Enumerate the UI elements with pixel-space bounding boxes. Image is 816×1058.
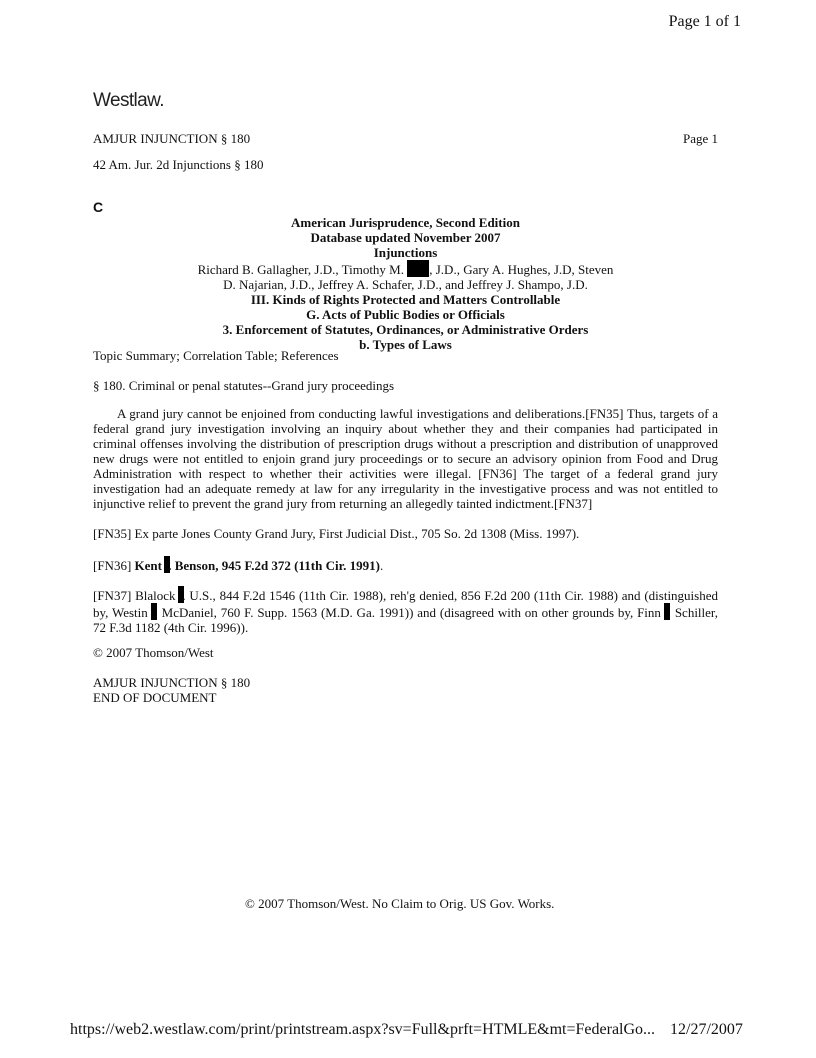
westlaw-logo: Westlaw. [93,90,164,111]
page-counter: Page 1 of 1 [668,13,741,30]
copyright-notice: © 2007 Thomson/West [93,645,214,660]
heading-authors [93,260,718,277]
footer-copyright: © 2007 Thomson/West. No Claim to Orig. US Gov. Works. [245,896,555,911]
heading-database-date: Database updated November 2007 [310,230,501,245]
document-heading [93,215,718,352]
fn37-part-a: [FN37] Blalock [93,588,176,603]
section-title: § 180. Criminal or penal statutes--Grand jury proceedings [93,378,395,393]
topic-links[interactable]: Topic Summary; Correlation Table; References [93,348,339,363]
redaction-block [407,260,429,277]
fn36-case-b[interactable]: . Benson, 945 F.2d 372 (11th Cir. 1991) [168,558,380,573]
heading-part: III. Kinds of Rights Protected and Matters Controllable [250,292,561,307]
body-paragraph: A grand jury cannot be enjoined from conducting lawful investigations and deliberations.[FN35] Thus, targets of a federal grand jury investigation involving an inquiry about whether they and their companies had participated in criminal offenses involving the distribution of prescription drugs without a prescription and distribution of unapproved new drugs were not entitled to enjoin grand jury proceedings or to secure an advisory opinion from Food and Drug Administration with respect to whether their activities were illegal. [FN36] The target of a federal grand jury investigation had an adequate remedy at law for any irregularity in the investigative process and was not entitled to injunctive relief to prevent the grand jury from returning an allegedly tainted indictment.[FN37] [93,406,718,511]
authors-part-a: Richard B. Gallagher, J.D., Timothy M. [197,262,404,277]
keycite-flag: C [93,199,104,215]
footnote-35: [FN35] Ex parte Jones County Grand Jury, First Judicial Dist., 705 So. 2d 1308 (Miss. 1997). [93,526,580,541]
end-citation: AMJUR INJUNCTION § 180 [93,675,251,690]
footnote-36 [93,556,718,573]
footnote-37 [93,586,718,635]
citation-short: AMJUR INJUNCTION § 180 [93,131,251,146]
heading-subsubsection: b. Types of Laws [359,337,452,352]
print-date: 12/27/2007 [670,1021,743,1038]
fn36-case-a[interactable]: Kent [134,558,162,573]
page-number: Page 1 [683,131,719,146]
heading-topic: Injunctions [373,245,438,260]
authors-part-b: , J.D., Gary A. Hughes, J.D, Steven [429,262,614,277]
fn37-part-d: . Schiller, 72 F.3d 1182 (4th Cir. 1996)). [93,605,718,635]
print-url: https://web2.westlaw.com/print/printstream.aspx?sv=Full&prft=HTMLE&mt=FederalGo... [70,1021,656,1038]
heading-subsection: 3. Enforcement of Statutes, Ordinances, or Administrative Orders [222,322,589,337]
heading-subpart: G. Acts of Public Bodies or Officials [306,307,505,322]
citation-full: 42 Am. Jur. 2d Injunctions § 180 [93,157,264,172]
fn36-suffix: . [380,558,384,573]
end-of-document: END OF DOCUMENT [93,690,217,705]
end-block [93,675,250,705]
fn37-part-c: . McDaniel, 760 F. Supp. 1563 (M.D. Ga. 1991)) and (disagreed with on other grounds by, Finn [154,605,661,620]
heading-title: American Jurisprudence, Second Edition [291,215,520,230]
fn36-prefix: [FN36] [93,558,135,573]
heading-authors-cont: D. Najarian, J.D., Jeffrey A. Schafer, J.D., and Jeffrey J. Shampo, J.D. [223,277,588,292]
fn37-part-b: . U.S., 844 F.2d 1546 (11th Cir. 1988), reh'g denied, 856 F.2d 200 (11th Cir. 1988) and (distinguished by, Westin [93,588,719,620]
